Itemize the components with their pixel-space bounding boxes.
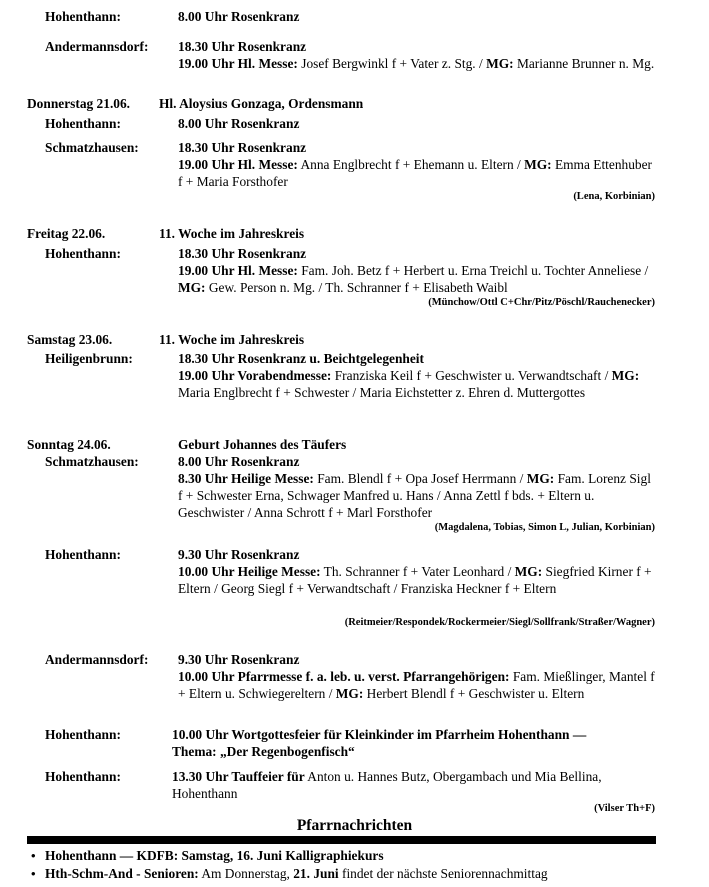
location-label: Hohenthann: xyxy=(45,727,121,742)
location-label: Hohenthann: xyxy=(45,769,121,784)
location-label: Schmatzhausen: xyxy=(45,140,139,155)
ministrants-note: (Lena, Korbinian) xyxy=(573,191,655,202)
service-line: 18.30 Uhr Rosenkranz xyxy=(178,39,307,54)
location-label: Andermannsdorf: xyxy=(45,39,149,54)
mass-intention: 8.30 Uhr Heilige Messe: Fam. Blendl f + Opa Josef Herrmann / MG: Fam. Lorenz Sigl f + Schwester Erna, Schwager Manfred u. Hans / Anna Zettl f bds. + Eltern u. Geschwister / Anna Schrott f + Marl Forsthofer xyxy=(178,471,651,520)
section-divider-bar xyxy=(27,836,656,844)
day-date: Freitag 22.06. xyxy=(27,226,106,241)
ministrants-note: (Münchow/Ottl C+Chr/Pitz/Pöschl/Rauchenecker) xyxy=(428,297,655,308)
day-heading xyxy=(27,436,379,453)
baptism-line: 13.30 Uhr Tauffeier für Anton u. Hannes Butz, Obergambach und Mia Bellina, Hohenthann xyxy=(172,769,602,801)
day-feast: Hl. Aloysius Gonzaga, Ordensmann xyxy=(159,96,364,111)
location-label: Andermannsdorf: xyxy=(45,652,149,667)
news-item: Hth-Schm-And - Senioren: Am Donnerstag, 21. Juni findet der nächste Seniorennachmittag xyxy=(45,866,548,881)
service-line: 8.00 Uhr Rosenkranz xyxy=(178,9,300,24)
ministrants-note: (Vilser Th+F) xyxy=(594,803,655,814)
day-feast: 11. Woche im Jahreskreis xyxy=(159,332,305,347)
service-line: 18.30 Uhr Rosenkranz xyxy=(178,246,307,261)
location-label: Heiligenbrunn: xyxy=(45,351,133,366)
section-title: Pfarrnachrichten xyxy=(296,817,413,834)
ministrants-note: (Magdalena, Tobias, Simon L, Julian, Korbinian) xyxy=(434,522,655,533)
service-line: 9.30 Uhr Rosenkranz xyxy=(178,652,300,667)
bullet-icon: • xyxy=(31,866,36,881)
mass-intention: 19.00 Uhr Hl. Messe: Anna Englbrecht f + Ehemann u. Eltern / MG: Emma Ettenhuber f + Maria Forsthofer xyxy=(178,157,653,189)
mass-intention: 10.00 Uhr Heilige Messe: Th. Schranner f + Vater Leonhard / MG: Siegfried Kirner f + Eltern / Georg Siegl f + Verwandtschaft / Franziska Heckner f + Eltern xyxy=(178,564,652,596)
service-topic: Thema: „Der Regenbogenfisch“ xyxy=(172,744,355,759)
mass-intention: 19.00 Uhr Hl. Messe: Fam. Joh. Betz f + Herbert u. Erna Treichl u. Tochter Anneliese / MG: Gew. Person n. Mg. / Th. Schranner f + Elisabeth Waibl xyxy=(178,263,649,295)
service-line: 8.00 Uhr Rosenkranz xyxy=(178,454,300,469)
day-heading xyxy=(27,331,329,348)
day-date: Sonntag 24.06. xyxy=(27,437,111,452)
day-feast: 11. Woche im Jahreskreis xyxy=(159,226,305,241)
location-label: Hohenthann: xyxy=(45,116,121,131)
location-label: Hohenthann: xyxy=(45,9,121,24)
day-heading xyxy=(27,225,329,242)
service-line: 10.00 Uhr Wortgottesfeier für Kleinkinder im Pfarrheim Hohenthann — xyxy=(172,727,587,742)
day-feast: Geburt Johannes des Täufers xyxy=(178,437,347,452)
service-line: 9.30 Uhr Rosenkranz xyxy=(178,547,300,562)
bullet-icon: • xyxy=(31,848,36,863)
location-label: Hohenthann: xyxy=(45,547,121,562)
ministrants-note: (Reitmeier/Respondek/Rockermeier/Siegl/Sollfrank/Straßer/Wagner) xyxy=(344,617,655,628)
service-line: 18.30 Uhr Rosenkranz xyxy=(178,140,307,155)
day-date: Donnerstag 21.06. xyxy=(27,96,131,111)
location-label: Schmatzhausen: xyxy=(45,454,139,469)
service-line: 18.30 Uhr Rosenkranz u. Beichtgelegenheit xyxy=(178,351,424,366)
news-item: Hohenthann — KDFB: Samstag, 16. Juni Kalligraphiekurs xyxy=(45,848,384,863)
day-heading xyxy=(27,95,395,112)
day-date: Samstag 23.06. xyxy=(27,332,113,347)
mass-intention: 19.00 Uhr Vorabendmesse: Franziska Keil f + Geschwister u. Verwandtschaft / MG: Maria Englbrecht f + Schwester / Maria Eichstetter z. Ehren d. Muttergottes xyxy=(178,368,640,400)
mass-intention: 10.00 Uhr Pfarrmesse f. a. leb. u. verst. Pfarrangehörigen: Fam. Mießlinger, Mantel f + Eltern u. Schwiegereltern / MG: Herbert Blendl f + Geschwister u. Eltern xyxy=(178,669,655,701)
service-line: 8.00 Uhr Rosenkranz xyxy=(178,116,300,131)
mass-intention: 19.00 Uhr Hl. Messe: Josef Bergwinkl f + Vater z. Stg. / MG: Marianne Brunner n. Mg. xyxy=(178,56,655,71)
location-label: Hohenthann: xyxy=(45,246,121,261)
